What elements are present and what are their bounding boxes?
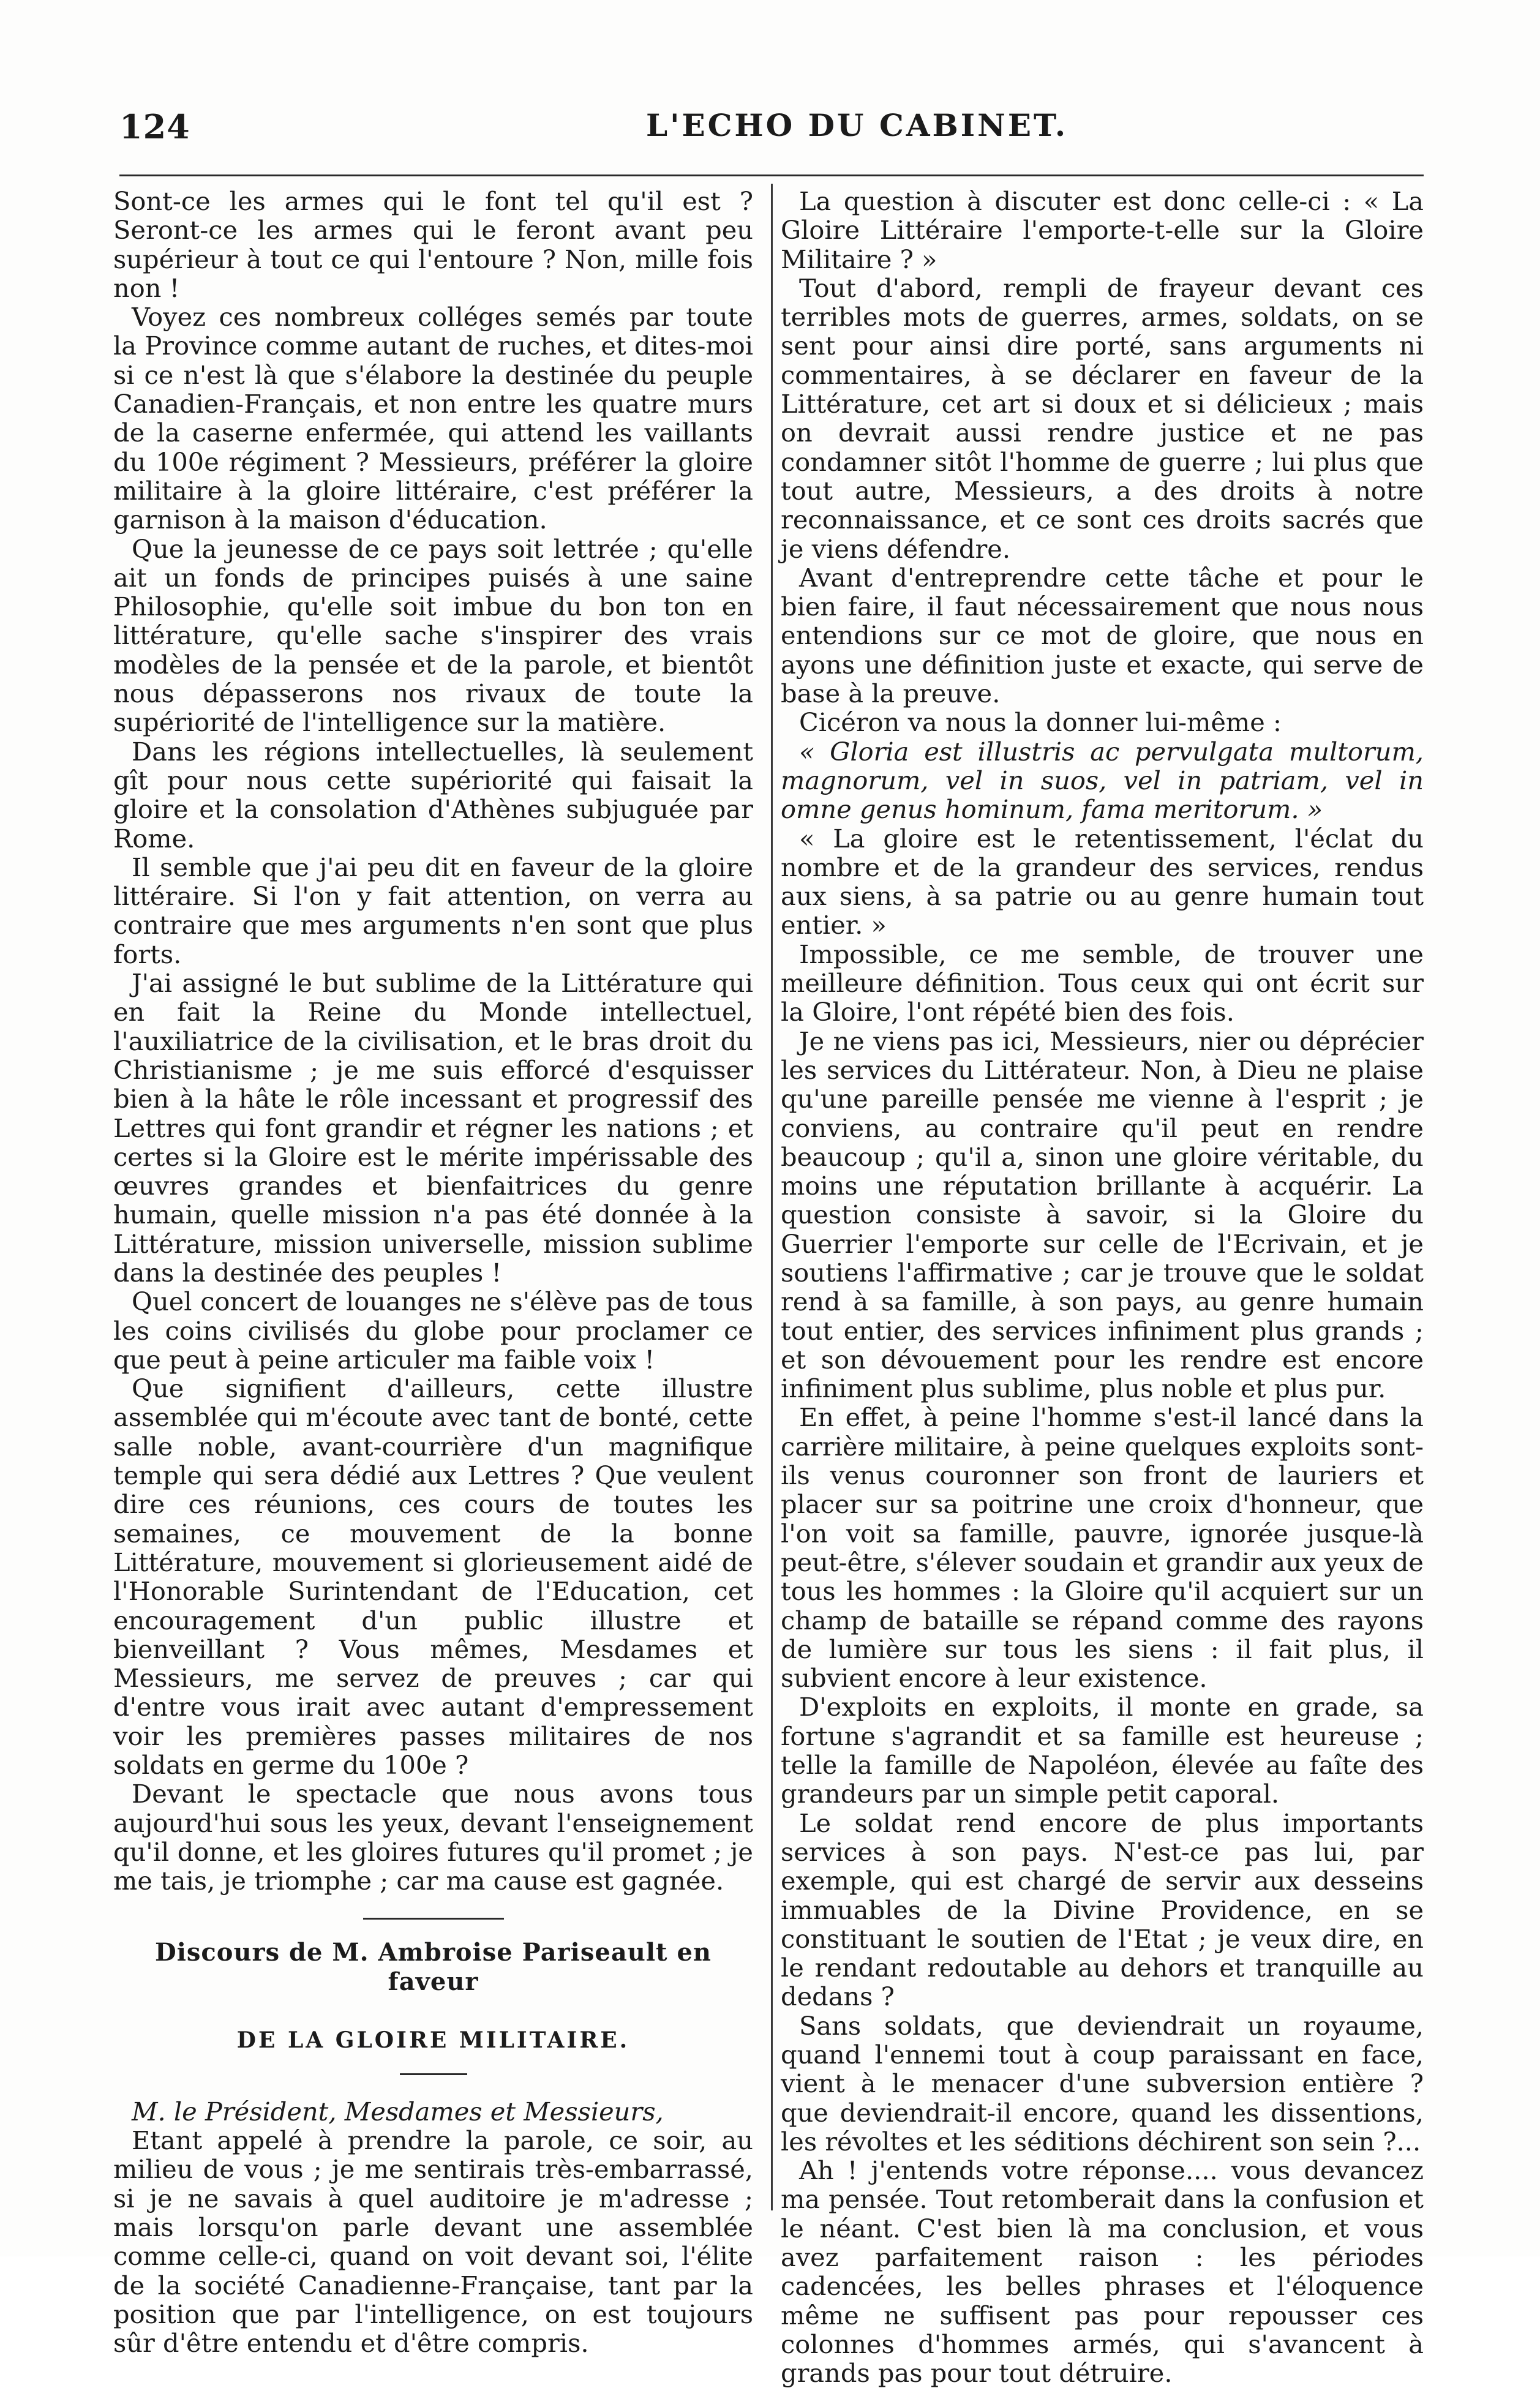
paragraph: Etant appelé à prendre la parole, ce soir, au milieu de vous ; je me sentirais très-embarrassé, si je ne savais à quel auditoire je m'adresse ; mais lorsqu'on parle devant une assemblée comme celle-ci, quand on voit devant soi, l'élite de la société Canadienne-Française, tant par la position que par l'intelligence, on est toujours sûr d'être entendu et d'être compris. [113, 2125, 753, 2359]
paragraph: Ah ! j'entends votre réponse.... vous devancez ma pensée. Tout retomberait dans la confusion et le néant. C'est bien là ma conclusion, et vous avez parfaitement raison : les périodes cadencées, les belles phrases et l'éloquence même ne suffisent pas pour repousser ces colonnes d'hommes armés, qui s'avancent à grands pas pour tout détruire. [781, 2155, 1424, 2388]
paragraph: Avant d'entreprendre cette tâche et pour le bien faire, il faut nécessairement que nous nous entendions sur ce mot de gloire, que nous en ayons une définition juste et exacte, qui serve de base à la preuve. [781, 562, 1424, 709]
paragraph: Je ne viens pas ici, Messieurs, nier ou déprécier les services du Littérateur. Non, à Dieu ne plaise qu'une pareille pensée me vienne à l'esprit ; je conviens, au contraire qu'il peut en rendre beaucoup ; qu'il a, sinon une gloire véritable, du moins une réputation brillante à acquérir. La question consiste à savoir, si la Gloire du Guerrier l'emporte sur celle de l'Ecrivain, et je soutiens l'affirmative ; car je trouve que le soldat rend à sa famille, à son pays, au genre humain tout entier, des services infiniment plus grands ; et son dévouement pour les rendre est encore infiniment plus sublime, plus noble et plus pur. [781, 1026, 1424, 1404]
column-divider [771, 184, 773, 2210]
paragraph: Cicéron va nous la donner lui-même : [799, 707, 1282, 738]
right-column [781, 187, 1424, 2388]
paragraph: En effet, à peine l'homme s'est-il lancé dans la carrière militaire, à peine quelques exploits sont-ils venus couronner son front de lauriers et placer sur sa poitrine une croix d'honneur, que l'on voit sa famille, pauvre, ignorée jusque-là peut-être, s'élever soudain et grandir aux yeux de tous les hommes : la Gloire qu'il acquiert sur un champ de bataille se répand comme des rayons de lumière sur tous les siens : il fait plus, il subvient encore à leur existence. [781, 1402, 1424, 1694]
paragraph: Tout d'abord, rempli de frayeur devant ces terribles mots de guerres, armes, soldats, on se sent pour ainsi dire porté, sans arguments ni commentaires, à se déclarer en faveur de la Littérature, cet art si doux et si délicieux ; mais on devrait aussi rendre justice et ne pas condamner sitôt l'homme de guerre ; lui plus que tout autre, Messieurs, a des droits à notre reconnaissance, et ce sont ces droits sacrés que je viens défendre. [781, 272, 1424, 564]
salutation: M. le Président, Mesdames et Messieurs, [132, 2096, 664, 2127]
paragraph: La question à discuter est donc celle-ci : « La Gloire Littéraire l'emporte-t-elle sur la Gloire Militaire ? » [781, 186, 1424, 274]
speech-subtitle: DE LA GLOIRE MILITAIRE. [236, 2027, 630, 2053]
paragraph: Que la jeunesse de ce pays soit lettrée ; qu'elle ait un fonds de principes puisés à une saine Philosophie, qu'elle soit imbue du bon ton en littérature, qu'elle sache s'inspirer des vrais modèles de la pensée et de la parole, et bientôt nous dépasserons nos rivaux de toute la supériorité de l'intelligence sur la matière. [113, 533, 753, 738]
speech-title: Discours de M. Ambroise Pariseault en faveur [155, 1937, 712, 1996]
paragraph: D'exploits en exploits, il monte en grade, sa fortune s'agrandit et sa famille est heureuse ; telle la famille de Napoléon, élevée au faîte des grandeurs par un simple petit caporal. [781, 1692, 1424, 1809]
paragraph: Dans les régions intellectuelles, là seulement gît pour nous cette supériorité qui faisait la gloire et la consolation d'Athènes subjuguée par Rome. [113, 736, 753, 854]
paragraph: J'ai assigné le but sublime de la Littérature qui en fait la Reine du Monde intellectuel, l'auxiliatrice de la civilisation, et le bras droit du Christianisme ; je me suis efforcé d'esquisser bien à la hâte le rôle incessant et progressif des Lettres qui font grandir et régner les nations ; et certes si la Gloire est le mérite impérissable des œuvres grandes et bienfaitrices du genre humain, quelle mission n'a pas été donnée à la Littérature, mission universelle, mission sublime dans la destinée des peuples ! [113, 968, 753, 1288]
paragraph: Quel concert de louanges ne s'élève pas de tous les coins civilisés du globe pour proclamer ce que peut à peine articuler ma faible voix ! [113, 1286, 753, 1375]
section-divider-small [400, 2073, 467, 2075]
paragraph: Le soldat rend encore de plus importants services à son pays. N'est-ce pas lui, par exemple, qui est chargé de servir aux desseins immuables de la Divine Providence, en se constituant le soutien de l'Etat ; je veux dire, en le rendant redoutable au dehors et tranquille au dedans ? [781, 1808, 1424, 2012]
paragraph: Sont-ce les armes qui le font tel qu'il est ? Seront-ce les armes qui le feront avant peu supérieur à tout ce qui l'entoure ? Non, mille fois non ! [113, 186, 753, 303]
left-column [113, 187, 753, 2357]
paragraph: Devant le spectacle que nous avons tous aujourd'hui sous les yeux, devant l'enseignement qu'il donne, et les gloires futures qu'il promet ; je me tais, je triomphe ; car ma cause est gagnée. [113, 1779, 753, 1896]
latin-quotation: « Gloria est illustris ac pervulgata multorum, magnorum, vel in suos, vel in patriam, vel in omne genus hominum, fama meritorum. » [781, 736, 1424, 825]
paragraph: Impossible, ce me semble, de trouver une meilleure définition. Tous ceux qui ont écrit sur la Gloire, l'ont répété bien des fois. [781, 939, 1424, 1027]
running-title: L'ECHO DU CABINET. [646, 107, 1069, 143]
paragraph: « La gloire est le retentissement, l'éclat du nombre et de la grandeur des services, rendus aux siens, à sa patrie ou au genre humain tout entier. » [781, 823, 1424, 941]
header-rule [119, 175, 1424, 176]
paragraph: Il semble que j'ai peu dit en faveur de la gloire littéraire. Si l'on y fait attention, on verra au contraire que mes arguments n'en sont que plus forts. [113, 852, 753, 969]
paragraph: Voyez ces nombreux colléges semés par toute la Province comme autant de ruches, et dites-moi si ce n'est là que s'élabore la destinée du peuple Canadien-Français, et non entre les quatre murs de la caserne enfermée, qui attend les vaillants du 100e régiment ? Messieurs, préférer la gloire militaire à la gloire littéraire, c'est préférer la garnison à la maison d'éducation. [113, 302, 753, 535]
page-number: 124 [119, 107, 190, 146]
paragraph: Que signifient d'ailleurs, cette illustre assemblée qui m'écoute avec tant de bonté, cette salle noble, avant-courrière d'un magnifique temple qui sera dédié aux Lettres ? Que veulent dire ces réunions, ces cours de toutes les semaines, ce mouvement de la bonne Littérature, mouvement si glorieusement aidé de l'Honorable Surintendant de l'Education, cet encouragement d'un public illustre et bienveillant ? Vous mêmes, Mesdames et Messieurs, me servez de preuves ; car qui d'entre vous irait avec autant d'empressement voir les premières passes militaires de nos soldats en germe du 100e ? [113, 1373, 753, 1781]
section-divider [363, 1918, 504, 1920]
paragraph: Sans soldats, que deviendrait un royaume, quand l'ennemi tout à coup paraissant en face, vient à le menacer d'une subversion entière ? que deviendrait-il encore, quand les dissentions, les révoltes et les séditions déchirent son sein ?... [781, 2010, 1424, 2157]
page-header [119, 107, 1411, 150]
